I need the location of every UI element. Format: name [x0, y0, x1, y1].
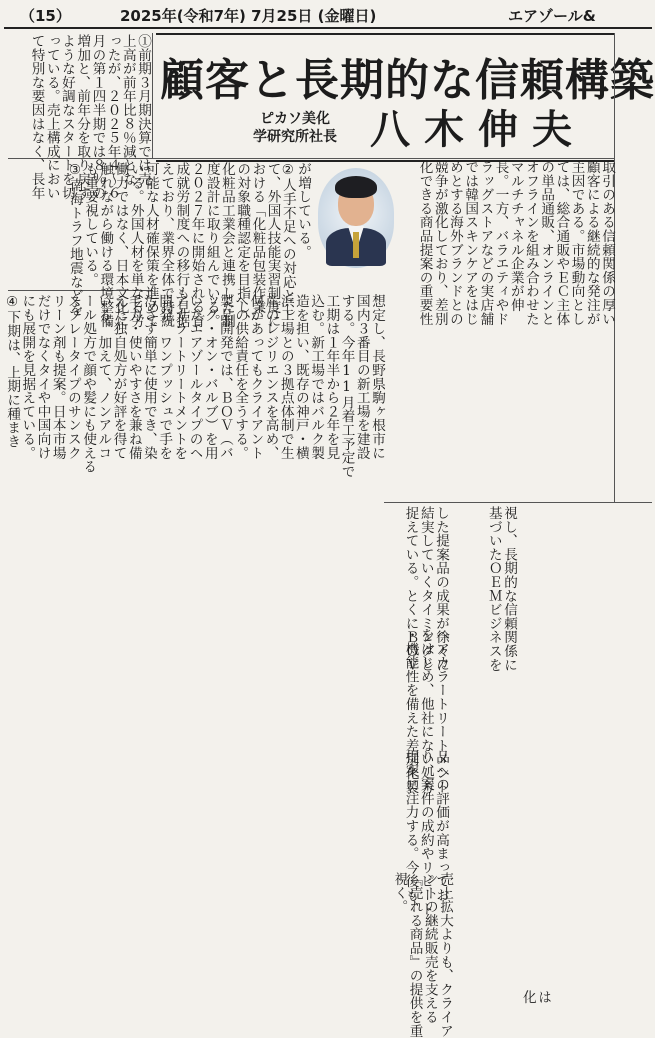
tier-rule [384, 502, 652, 503]
column-5: した提案品の成果が徐々に 結実していくタイミングと 捉えている。とくにＢＯＶ [402, 506, 449, 672]
column-9: 視し、長期的な信頼関係に 基づいたＯＥＭビジネスを [485, 506, 517, 672]
column-rule [152, 33, 153, 158]
column-3: ①前期３月期決算では売 上高が前年比８％減とな ったが、２０２５年４〜６ 月の第１四半期では８％の 増加と、前年分を取り戻す ような好調なスタートを切 っている。売上構成におい て特別な要因はなく、長年 [28, 34, 151, 200]
author-name: 八木伸夫 [370, 106, 586, 153]
column-7: 品への評価が高まってお り、案件の成約やリピート 提案に注力する。今後も、 [402, 750, 449, 916]
page-number: （15） [20, 7, 71, 25]
column-8: 売上拡大よりも、クライア ントの継続販売を支える 『売れる商品』の提供を重 視く。 [391, 872, 453, 1038]
column-1: 取引のある信頼関係の厚い 顧客による継続的な発注が 主因である。市場動向とし ては、総合通販やＥＣ主体 の単品通販、オンラインと オフラインを組み合わせた マルチチャネル企業が伸 長。一方、バラエティやド ラッグストアなどの実店舗 では韓国スキンケアをはじ めとする海外ブランドとの 競争が激化しており、差別 化できる商品提案の重要性 [416, 160, 615, 326]
article-title: 顧客と長期的な信頼構築 [160, 55, 655, 106]
author-affiliation [240, 110, 350, 146]
affiliation-line-2: 学研究所社長 [253, 129, 337, 145]
page-header [0, 0, 652, 28]
column-2: が増している。 ②人手不足への対応とし て、外国人技能実習制度に おける「化粧品包装作業」 の対象職種認定を目指し、 化粧品工業会と連携した制 度設計に取り組んでいる。 ２０２７年に開始される育 成就労制度への移行も見据 えており、業界全体で持続 可能な人材確保策を進めて いる。外国人材を単なる労 働力ではなく、日本文化に 触れながら働ける環境整備 も重要視している。 ③南海トラフ地震などを [66, 162, 311, 328]
column-4: 想定し、長野県駒ヶ根市に 国内３番目の新工場を建設 する。今年11月着工予定で 工期は１年半から２年を見 込む。新工場ではバルク製 造を担い、既存の神戸・横 浜工場との３拠点体制で生 産のレジリエンスを高め、 何があってもクライアント への供給責任を全うする。 製品開発では、ＢＯＶ（バ ッグ・オン・バルブ）を用 いたエアゾールタイプのヘ アカラートリートメントを 開発。ワンプッシュで手を 汚さず簡単に使用でき、染 毛力・使いやすさを兼ね備 えた独自処方が好評を得て いる。加えて、ノンアルコ ール処方で顔や髪にも使える スプレータイプのサンスク リーン剤も提案。日本市場 だけでなくタイや中国向け にも展開を見据えている。 ④下期は、上期に種まき [4, 294, 385, 479]
issue-date: 2025年(令和7年) 7月25日 (金曜日) [120, 7, 377, 25]
column-6: ヘアカラートリートメント をはじめ、他社にない処方 ・機能性を備えた差別化製 [402, 628, 449, 794]
portrait-photo [318, 168, 394, 268]
paper-name: エアゾール& [508, 7, 596, 25]
header-rule [4, 27, 652, 29]
affiliation-line-1: ピカソ美化 [260, 111, 330, 127]
column-10: は 化 [519, 990, 551, 1004]
